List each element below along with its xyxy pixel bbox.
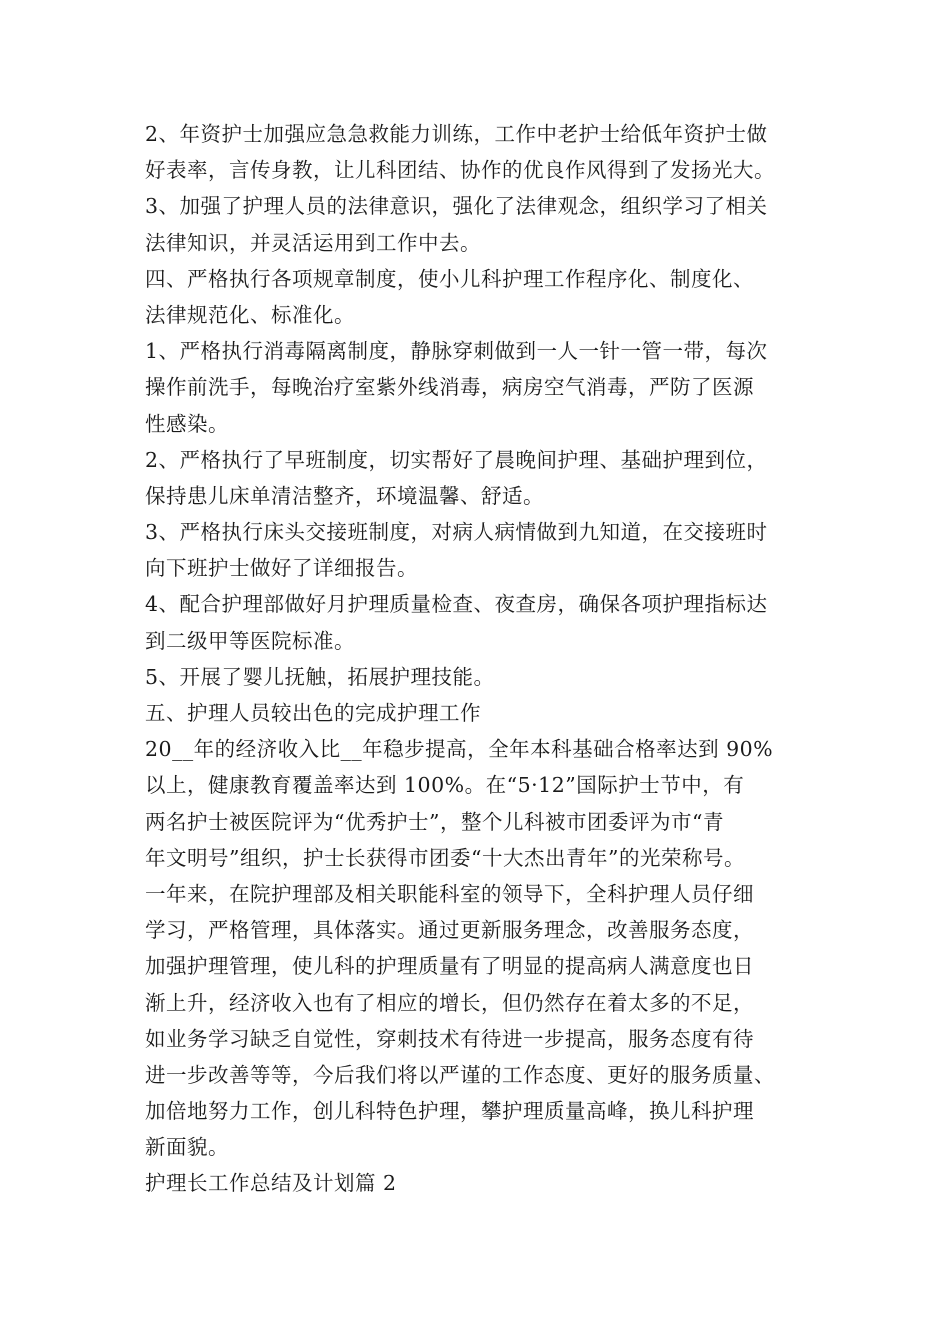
document-body	[145, 116, 835, 1202]
text-line: 操作前洗手，每晚治疗室紫外线消毒，病房空气消毒，严防了医源	[145, 375, 754, 400]
text-line: 2、年资护士加强应急急救能力训练，工作中老护士给低年资护士做	[145, 122, 768, 146]
section-heading: 四、严格执行各项规章制度，使小儿科护理工作程序化、制度化、	[145, 266, 754, 291]
text-line: 如业务学习缺乏自觉性，穿刺技术有待进一步提高，服务态度有待	[145, 1026, 754, 1051]
text-line: 5、开展了婴儿抚触，拓展护理技能。	[145, 664, 495, 689]
text-line: 年文明号”组织，护士长获得市团委“十大杰出青年”的光荣称号。	[145, 845, 745, 870]
text-line: 新面貌。	[145, 1135, 229, 1160]
text-line: 1、严格执行消毒隔离制度，静脉穿刺做到一人一针一管一带，每次	[145, 339, 768, 364]
text-line: 加强护理管理，使儿科的护理质量有了明显的提高病人满意度也日	[145, 954, 754, 979]
text-line: 4、配合护理部做好月护理质量检查、夜查房，确保各项护理指标达	[145, 592, 768, 617]
text-line: 20__年的经济收入比__年稳步提高，全年本科基础合格率达到 90%	[145, 737, 774, 762]
text-line: 一年来，在院护理部及相关职能科室的领导下，全科护理人员仔细	[145, 881, 754, 906]
text-line: 好表率，言传身教，让儿科团结、协作的优良作风得到了发扬光大。	[145, 158, 775, 183]
text-line: 向下班护士做好了详细报告。	[145, 556, 418, 581]
document-title: 护理长工作总结及计划篇 2	[145, 1171, 397, 1196]
text-line: 保持患儿床单清洁整齐，环境温馨、舒适。	[145, 483, 544, 508]
text-line: 法律知识，并灵活运用到工作中去。	[145, 230, 481, 255]
text-line: 加倍地努力工作，创儿科特色护理，攀护理质量高峰，换儿科护理	[145, 1099, 754, 1124]
text-line: 学习，严格管理，具体落实。通过更新服务理念，改善服务态度，	[145, 918, 754, 943]
text-line: 进一步改善等等，今后我们将以严谨的工作态度、更好的服务质量、	[145, 1062, 775, 1087]
text-line: 两名护士被医院评为“优秀护士”，整个儿科被市团委评为市“青	[145, 809, 724, 834]
section-heading: 法律规范化、标准化。	[145, 302, 355, 327]
section-heading: 五、护理人员较出色的完成护理工作	[145, 701, 481, 725]
text-line: 2、严格执行了早班制度，切实帮好了晨晚间护理、基础护理到位，	[145, 447, 768, 472]
text-line: 以上，健康教育覆盖率达到 100%。在“5·12”国际护士节中，有	[145, 773, 745, 798]
text-line: 3、严格执行床头交接班制度，对病人病情做到九知道，在交接班时	[145, 520, 768, 545]
text-line: 性感染。	[145, 411, 229, 436]
text-line: 3、加强了护理人员的法律意识，强化了法律观念，组织学习了相关	[145, 194, 768, 219]
text-line: 渐上升，经济收入也有了相应的增长，但仍然存在着太多的不足，	[145, 990, 754, 1015]
text-line: 到二级甲等医院标准。	[145, 628, 355, 653]
